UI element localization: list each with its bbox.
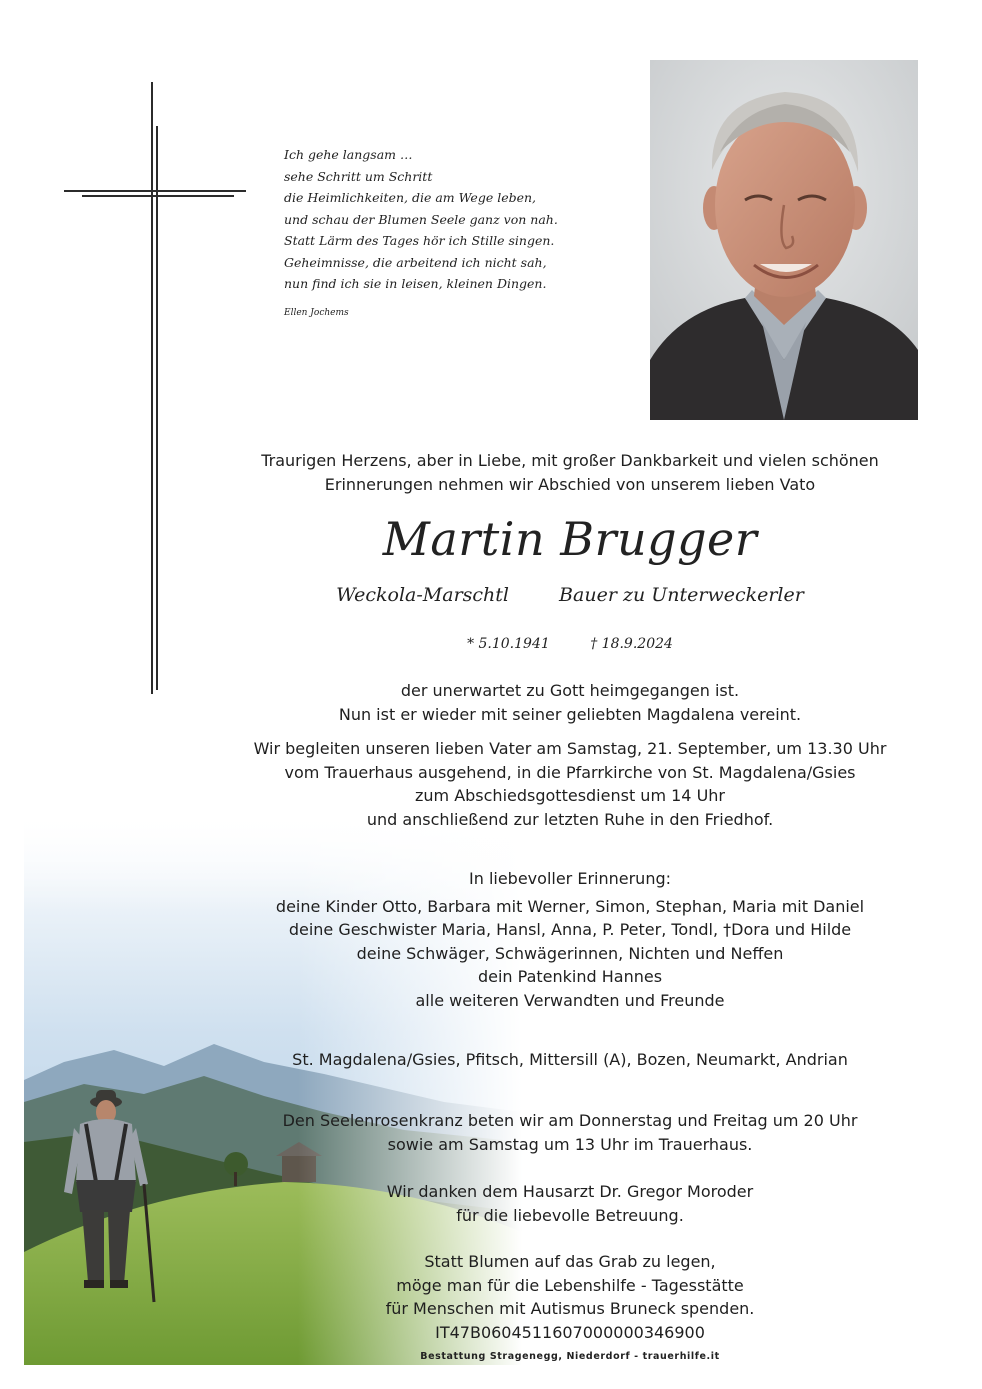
poem-line: Geheimnisse, die arbeitend ich nicht sah, — [284, 254, 547, 270]
passing-line: der unerwartet zu Gott heimgegangen ist. — [400, 681, 740, 700]
passing-line: Nun ist er wieder mit seiner geliebten Magdalena vereint. — [338, 704, 802, 724]
donation-iban: IT47B0604511607000000346900 — [435, 1322, 705, 1342]
thanks-text — [200, 1180, 940, 1227]
deceased-name: Martin Brugger — [382, 512, 758, 566]
mourners-text — [200, 867, 940, 1012]
rosary-line: Den Seelenrosenkranz beten wir am Donnerstag und Freitag um 20 Uhr — [282, 1111, 858, 1130]
rosary-text — [200, 1109, 940, 1156]
deceased-subtitle — [250, 584, 890, 606]
poem-line: Ich gehe langsam … — [284, 147, 413, 162]
passing-text — [200, 679, 940, 726]
life-dates — [250, 636, 890, 652]
poem-line: und schau der Blumen Seele ganz von nah. — [284, 211, 558, 227]
funeral-line: zum Abschiedsgottesdienst um 14 Uhr — [414, 786, 725, 805]
places-text — [200, 1048, 940, 1072]
cross-symbol — [64, 82, 246, 694]
funeral-home-footer: Bestattung Stragenegg, Niederdorf - trauerhilfe.it — [420, 1351, 720, 1362]
donation-line: Statt Blumen auf das Grab zu legen, — [424, 1252, 716, 1271]
funeral-text — [200, 737, 940, 831]
rosary-line: sowie am Samstag um 13 Uhr im Trauerhaus. — [387, 1134, 753, 1154]
places-line: St. Magdalena/Gsies, Pfitsch, Mittersill (A), Bozen, Neumarkt, Andrian — [292, 1050, 848, 1069]
intro-line: Traurigen Herzens, aber in Liebe, mit großer Dankbarkeit und vielen schönen — [261, 451, 879, 470]
deceased-nickname: Weckola-Marschtl — [336, 584, 509, 606]
funeral-line: vom Trauerhaus ausgehend, in die Pfarrkirche von St. Magdalena/Gsies — [284, 762, 856, 782]
funeral-line: Wir begleiten unseren lieben Vater am Samstag, 21. September, um 13.30 Uhr — [253, 739, 887, 758]
poem-line: die Heimlichkeiten, die am Wege leben, — [284, 190, 537, 205]
intro-text — [200, 449, 940, 497]
mourners-line: alle weiteren Verwandten und Freunde — [415, 990, 725, 1010]
funeral-line: und anschließend zur letzten Ruhe in den Friedhof. — [366, 809, 774, 829]
portrait-photo — [650, 60, 918, 420]
poem-line: nun find ich sie in leisen, kleinen Dingen. — [284, 276, 547, 291]
thanks-line: Wir danken dem Hausarzt Dr. Gregor Moroder — [386, 1182, 754, 1201]
death-date: † 18.9.2024 — [590, 636, 673, 652]
mourners-line: deine Schwäger, Schwägerinnen, Nichten und Neffen — [356, 943, 784, 963]
poem — [284, 144, 624, 324]
poem-line: Statt Lärm des Tages hör ich Stille singen. — [284, 233, 555, 248]
intro-line: Erinnerungen nehmen wir Abschied von unserem lieben Vato — [324, 475, 816, 494]
donation-line: möge man für die Lebenshilfe - Tagesstätte — [396, 1275, 744, 1295]
deceased-title: Bauer zu Unterweckerler — [559, 584, 804, 606]
mourners-line: deine Geschwister Maria, Hansl, Anna, P. Peter, Tondl, †Dora und Hilde — [288, 920, 852, 939]
thanks-line: für die liebevolle Betreuung. — [456, 1205, 684, 1225]
mourners-line: dein Patenkind Hannes — [477, 967, 663, 986]
donation-line: für Menschen mit Autismus Bruneck spenden. — [385, 1299, 755, 1318]
poem-line: sehe Schritt um Schritt — [284, 168, 433, 184]
mourners-heading: In liebevoller Erinnerung: — [469, 869, 671, 888]
poem-author: Ellen Jochems — [284, 307, 349, 318]
birth-date: * 5.10.1941 — [467, 636, 550, 652]
donation-text — [200, 1250, 940, 1344]
mourners-line: deine Kinder Otto, Barbara mit Werner, Simon, Stephan, Maria mit Daniel — [275, 896, 865, 916]
